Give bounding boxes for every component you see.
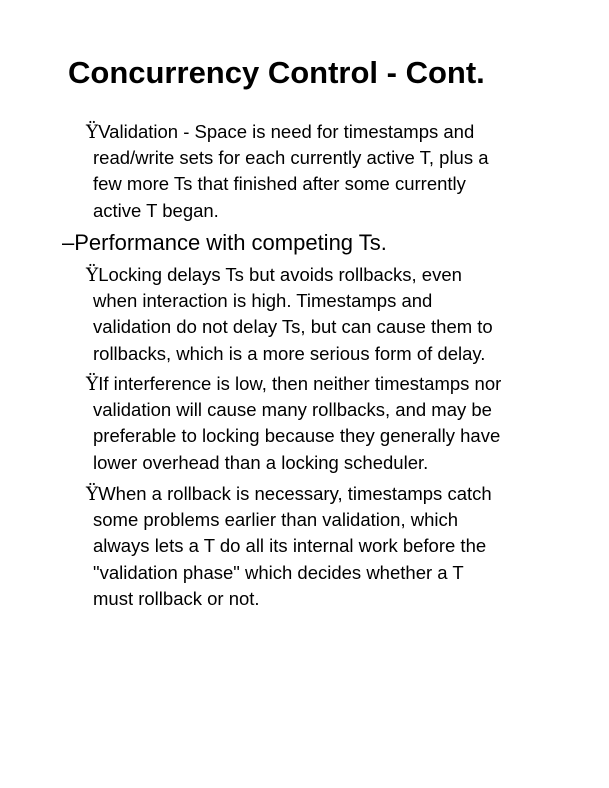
dash-marker: – — [62, 230, 75, 255]
bullet-line: rollbacks, which is a more serious form of delay. — [93, 342, 486, 364]
bullet-marker: Ÿ — [86, 374, 99, 395]
bullet-line: validation do not delay Ts, but can cause them to — [93, 316, 493, 338]
locking-bullet — [86, 262, 493, 367]
validation-bullet — [86, 119, 489, 224]
bullet-line: preferable to locking because they generally have — [93, 425, 501, 447]
bullet-line: must rollback or not. — [93, 587, 260, 609]
slide-title: Concurrency Control - Cont. — [68, 55, 485, 90]
rollback-bullet — [86, 481, 492, 612]
bullet-marker: Ÿ — [86, 265, 99, 286]
bullet-line: some problems earlier than validation, which — [93, 509, 459, 531]
bullet-line: ŸValidation - Space is need for timestamps and — [86, 121, 475, 143]
performance-heading — [62, 228, 387, 258]
bullet-line: ŸIf interference is low, then neither timestamps nor — [86, 373, 502, 395]
bullet-line: always lets a T do all its internal work before the — [93, 535, 487, 557]
bullet-line: lower overhead than a locking scheduler. — [93, 451, 429, 473]
bullet-line: read/write sets for each currently active T, plus a — [93, 147, 489, 169]
bullet-marker: Ÿ — [86, 484, 99, 505]
interference-bullet — [86, 371, 501, 476]
bullet-marker: Ÿ — [86, 122, 99, 143]
bullet-line: validation will cause many rollbacks, and may be — [93, 399, 492, 421]
bullet-line: ŸWhen a rollback is necessary, timestamps catch — [86, 483, 492, 505]
heading-line: –Performance with competing Ts. — [62, 230, 387, 255]
bullet-line: active T began. — [93, 199, 219, 221]
bullet-line: few more Ts that finished after some currently — [93, 173, 466, 195]
bullet-line: "validation phase" which decides whether a T — [93, 561, 464, 583]
bullet-line: when interaction is high. Timestamps and — [93, 290, 433, 312]
bullet-line: ŸLocking delays Ts but avoids rollbacks, even — [86, 264, 462, 286]
